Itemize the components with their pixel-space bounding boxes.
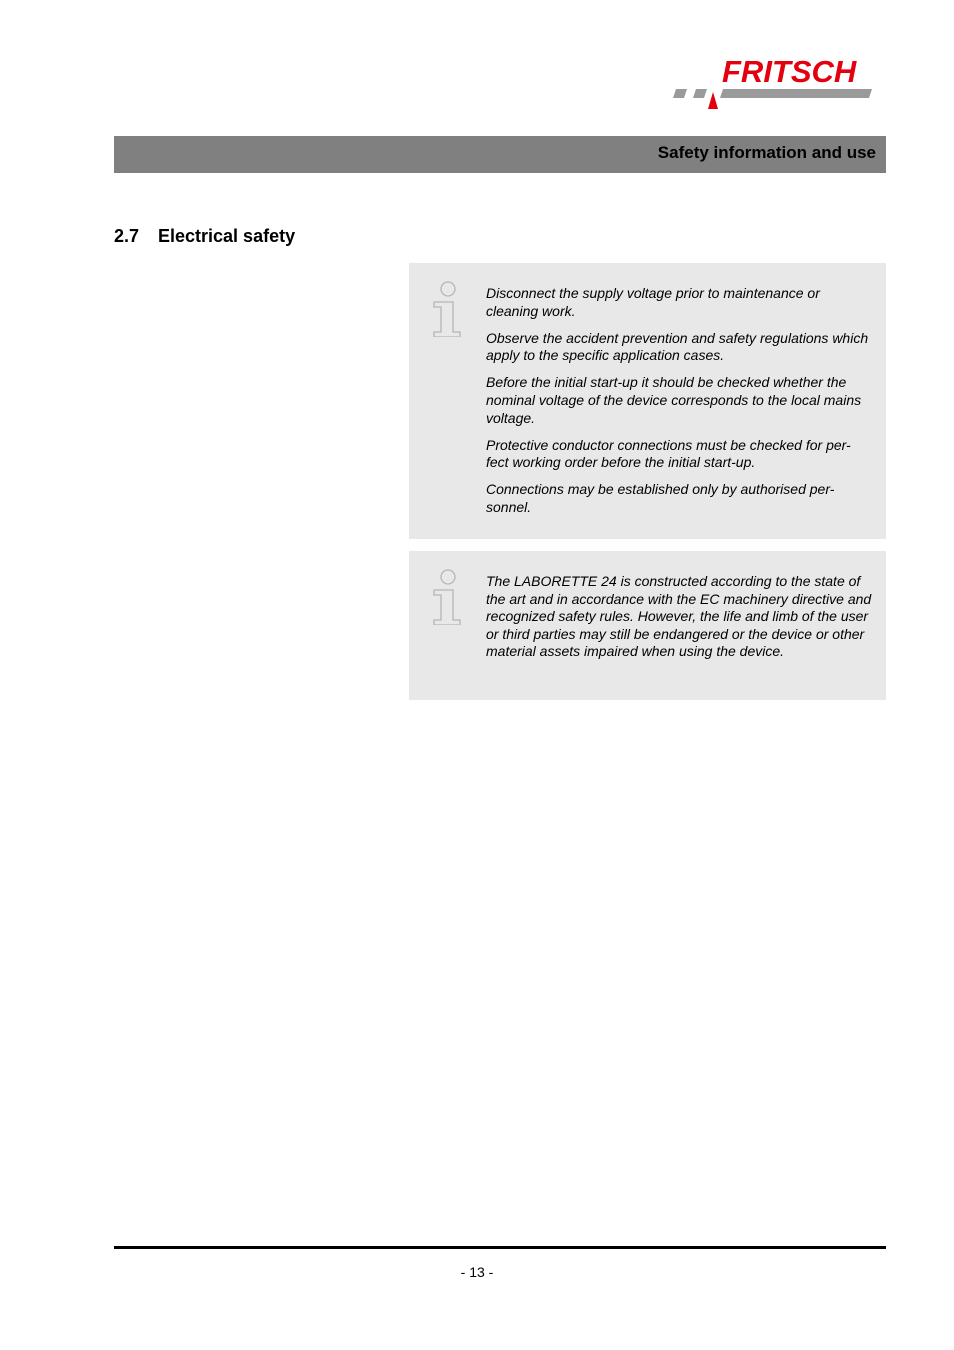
note-text — [486, 285, 872, 526]
logo-dash-2 — [693, 89, 707, 98]
chapter-title: Electrical safety — [158, 226, 296, 246]
note-paragraph: Before the initial start-up it should be checked whether the nominal voltage of the device corresponds to the local mains voltage. — [486, 374, 862, 426]
fritsch-logo-graphic — [670, 54, 886, 110]
info-note-construction — [409, 551, 886, 700]
info-icon — [431, 281, 463, 337]
section-header-title: Safety information and use — [657, 143, 876, 162]
fritsch-logo — [670, 54, 886, 110]
note-paragraph: Protective conductor connections must be checked for per-fect working order before the initial start-up. — [486, 436, 851, 471]
info-note-electrical — [409, 263, 886, 539]
note-text — [486, 573, 872, 670]
logo-bar — [720, 89, 872, 98]
brand-wordmark: FRITSCH — [722, 54, 857, 89]
footer-rule — [114, 1246, 886, 1249]
info-icon — [431, 569, 463, 625]
note-paragraph: The LABORETTE 24 is constructed according to the state of the art and in accordance with the EC machinery directive and recognized safety rules. However, the life and limb of the user or third parties may still be endangered or the device or other material assets impaired when using the device. — [486, 573, 872, 660]
chapter-heading — [114, 226, 295, 247]
note-paragraph: Connections may be established only by authorised per-sonnel. — [486, 481, 835, 515]
section-header-bar — [114, 136, 886, 173]
chapter-number: 2.7 — [114, 226, 140, 246]
logo-dash-1 — [673, 89, 687, 98]
page-number: - 13 - — [460, 1264, 494, 1280]
note-paragraph: Disconnect the supply voltage prior to maintenance or cleaning work. — [486, 285, 820, 319]
note-paragraph: Observe the accident prevention and safety regulations which apply to the specific application cases. — [486, 329, 869, 364]
logo-triangle — [708, 92, 718, 109]
